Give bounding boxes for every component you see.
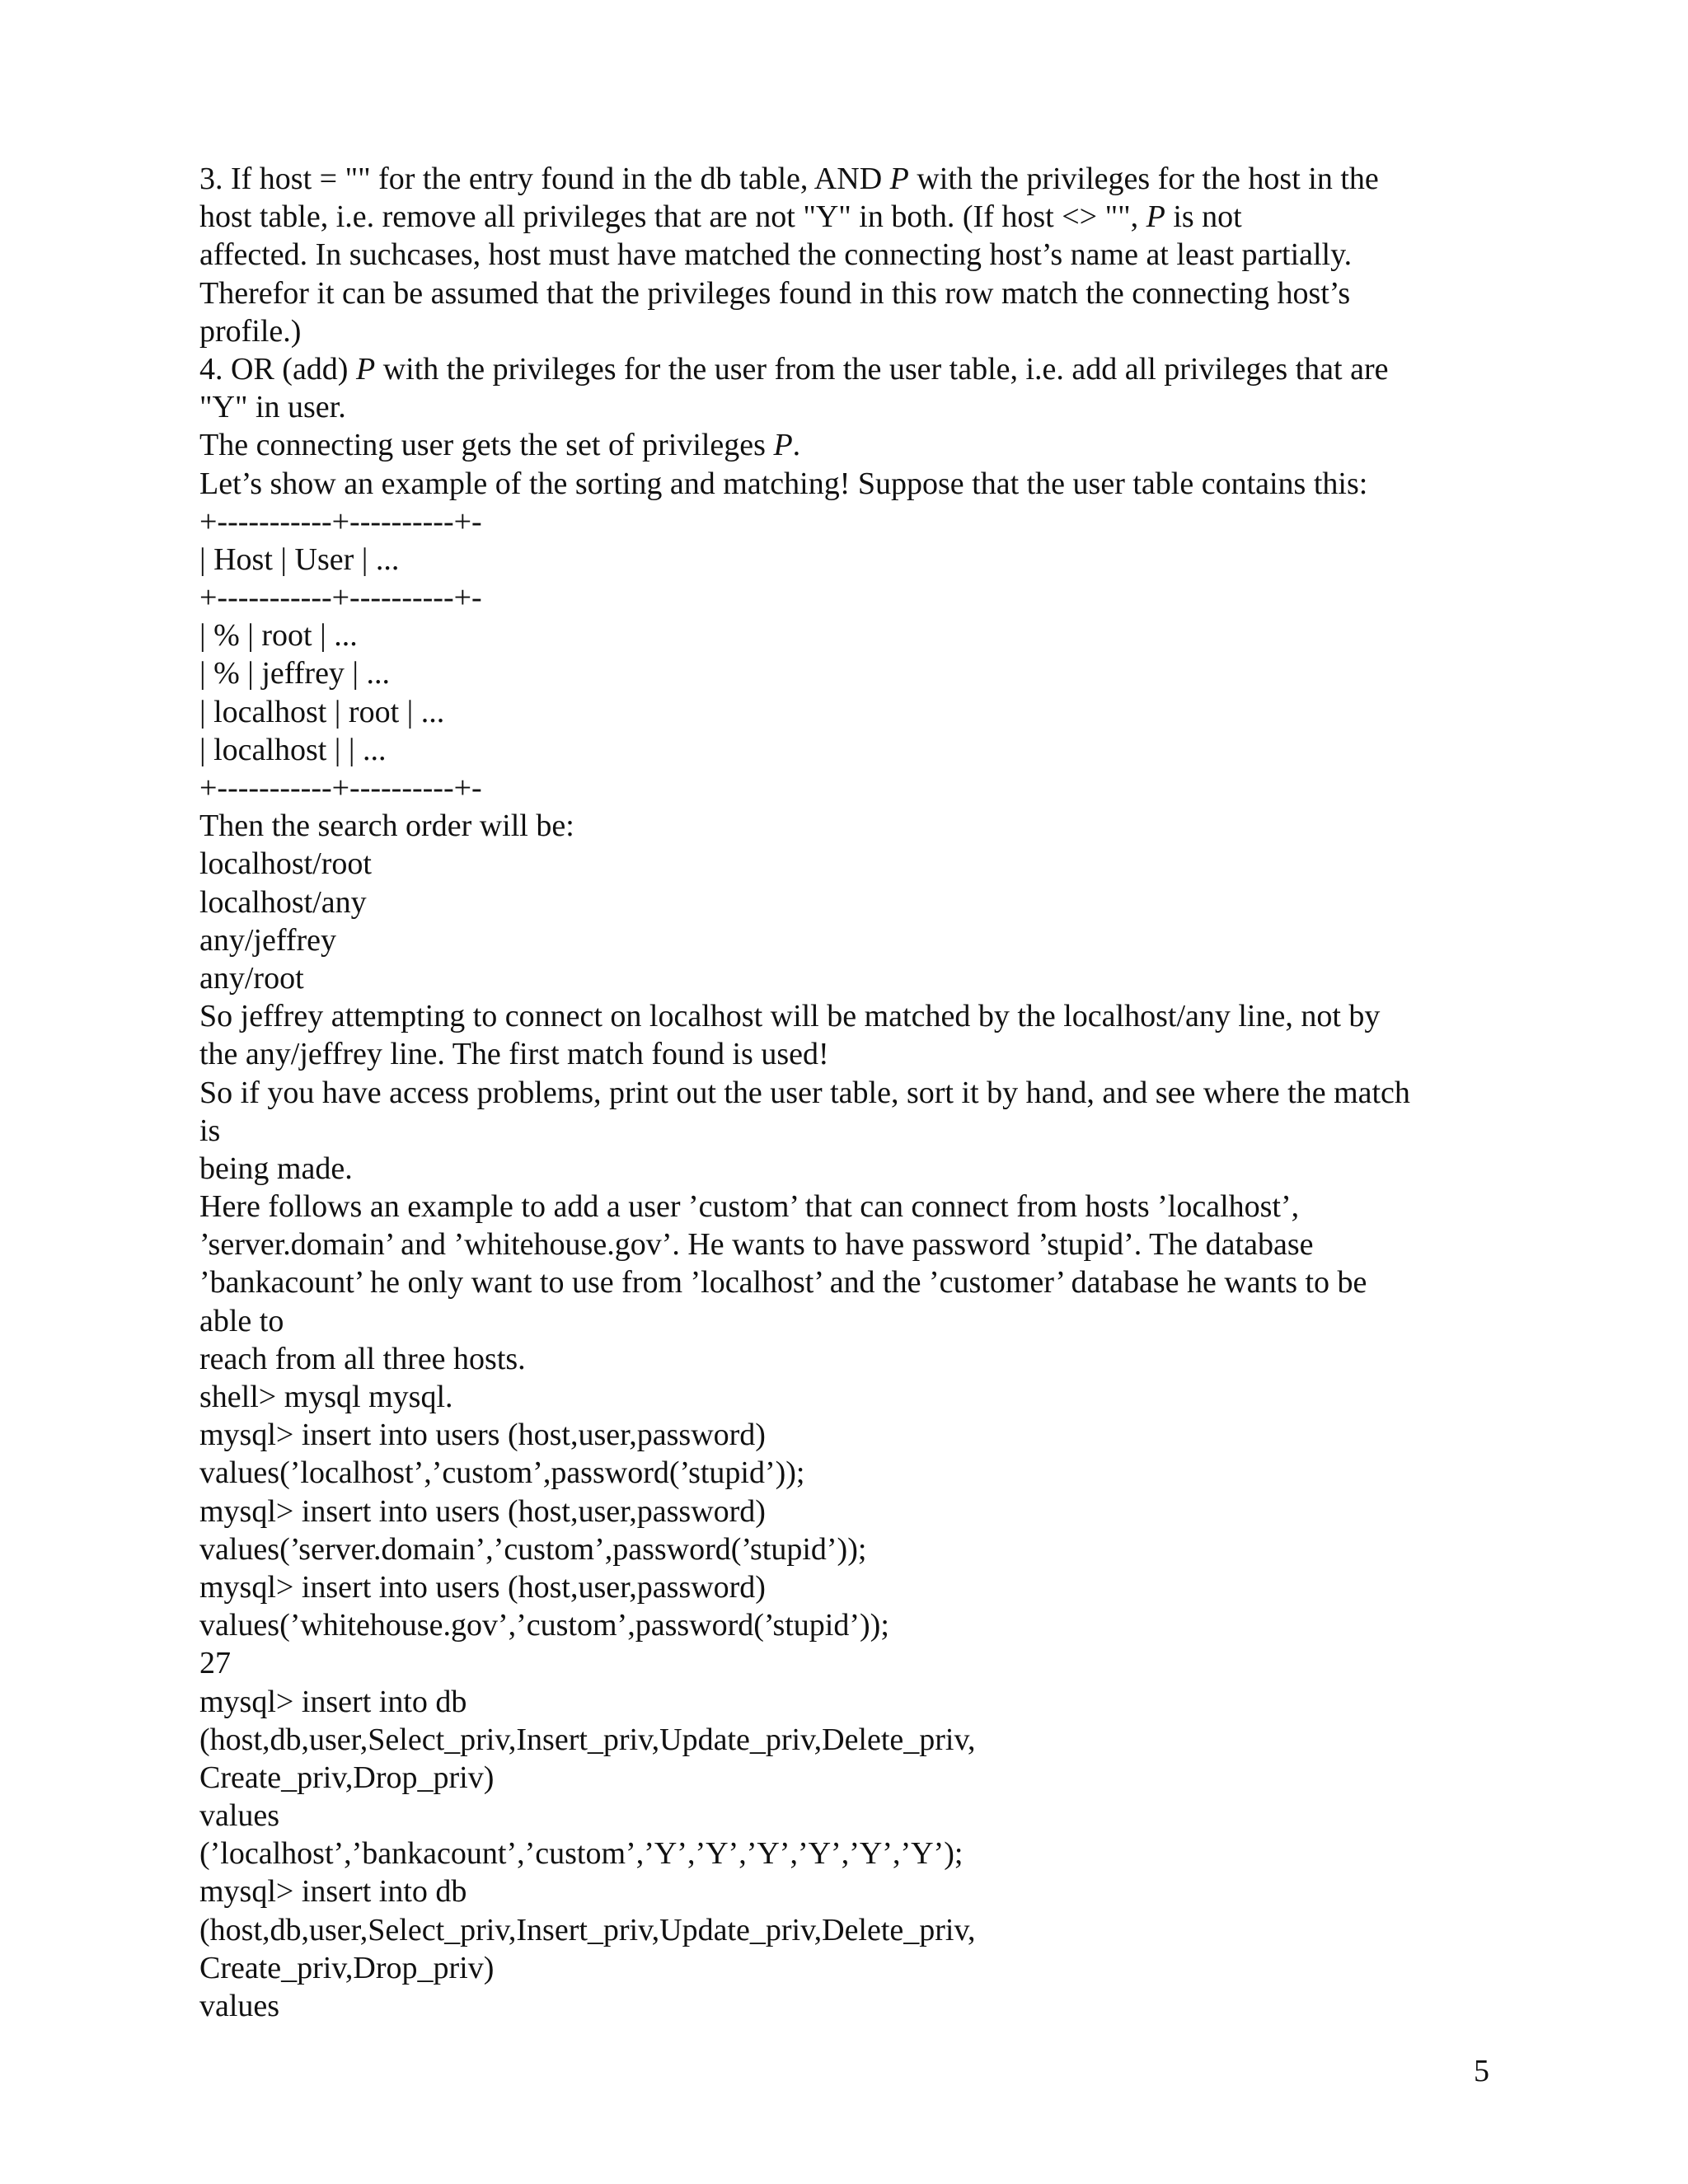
document-body <box>199 160 1502 2025</box>
italic-variable: P <box>889 162 909 196</box>
text-line: 4. OR (add) P with the privileges for the user from the user table, i.e. add all privileges that are <box>199 351 1389 387</box>
text-line: reach from all three hosts. <box>199 1341 526 1376</box>
text-line: values(’localhost’,’custom’,password(’stupid’)); <box>199 1455 805 1491</box>
text-line: Create_priv,Drop_priv) <box>199 1950 495 1985</box>
text-line: any/jeffrey <box>199 922 336 958</box>
text-line: (’localhost’,’bankacount’,’custom’,’Y’,’Y’,’Y’,’Y’,’Y’,’Y’); <box>199 1836 964 1872</box>
text-line: mysql> insert into db <box>199 1684 467 1719</box>
text-line: being made. <box>199 1151 353 1186</box>
text-line: profile.) <box>199 313 302 349</box>
text-line: +-----------+----------+- <box>199 580 482 616</box>
text-line: Create_priv,Drop_priv) <box>199 1760 495 1795</box>
text-line: (host,db,user,Select_priv,Insert_priv,Update_priv,Delete_priv, <box>199 1722 976 1757</box>
text-line: host table, i.e. remove all privileges that are not "Y" in both. (If host <> "", P is not <box>199 199 1242 235</box>
text-line: So jeffrey attempting to connect on localhost will be matched by the localhost/any line, not by <box>199 999 1381 1034</box>
text-line: | localhost | | ... <box>199 732 387 767</box>
text-line: 3. If host = "" for the entry found in the db table, AND P with the privileges for the host in the <box>199 162 1379 196</box>
text-line: mysql> insert into db <box>199 1874 467 1910</box>
text-line: localhost/root <box>199 846 372 882</box>
text-line: is <box>199 1113 221 1148</box>
text-line: So if you have access problems, print out the user table, sort it by hand, and see where the match <box>199 1075 1410 1110</box>
text-line: values <box>199 1989 280 2023</box>
page-number: 5 <box>1474 2054 1489 2088</box>
text-line: Then the search order will be: <box>199 808 574 844</box>
text-line: +-----------+----------+- <box>199 504 482 539</box>
text-line: values(’whitehouse.gov’,’custom’,password(’stupid’)); <box>199 1608 889 1643</box>
text-line: able to <box>199 1303 284 1338</box>
text-line: Therefor it can be assumed that the privileges found in this row match the connecting host’s <box>199 275 1351 311</box>
italic-variable: P <box>1146 199 1165 235</box>
text-line: any/root <box>199 960 304 996</box>
text-line: shell> mysql mysql. <box>199 1380 453 1414</box>
text-line: affected. In suchcases, host must have matched the connecting host’s name at least partially. <box>199 237 1353 273</box>
text-line: | Host | User | ... <box>199 541 400 577</box>
text-line: mysql> insert into users (host,user,password) <box>199 1493 766 1529</box>
text-line: localhost/any <box>199 884 367 920</box>
text-line: ’server.domain’ and ’whitehouse.gov’. He wants to have password ’stupid’. The database <box>199 1227 1314 1263</box>
text-line: (host,db,user,Select_priv,Insert_priv,Update_priv,Delete_priv, <box>199 1912 976 1947</box>
text-line: The connecting user gets the set of privileges P. <box>199 428 801 463</box>
text-line: | % | root | ... <box>199 618 358 654</box>
text-line: Let’s show an example of the sorting and matching! Suppose that the user table contains this: <box>199 466 1368 501</box>
text-line: 27 <box>199 1646 231 1681</box>
text-line: Here follows an example to add a user ’custom’ that can connect from hosts ’localhost’, <box>199 1189 1300 1225</box>
text-line: +-----------+----------+- <box>199 771 482 805</box>
text-line: mysql> insert into users (host,user,password) <box>199 1569 766 1605</box>
italic-variable: P <box>773 428 793 463</box>
text-line: ’bankacount’ he only want to use from ’localhost’ and the ’customer’ database he wants to be <box>199 1265 1367 1301</box>
text-line: values(’server.domain’,’custom’,password(’stupid’)); <box>199 1531 867 1567</box>
text-line: | % | jeffrey | ... <box>199 656 391 691</box>
text-line: the any/jeffrey line. The first match found is used! <box>199 1037 829 1072</box>
text-line: values <box>199 1798 280 1834</box>
text-line: | localhost | root | ... <box>199 694 445 729</box>
text-line: "Y" in user. <box>199 390 346 425</box>
italic-variable: P <box>355 351 376 387</box>
text-line: mysql> insert into users (host,user,password) <box>199 1418 766 1453</box>
